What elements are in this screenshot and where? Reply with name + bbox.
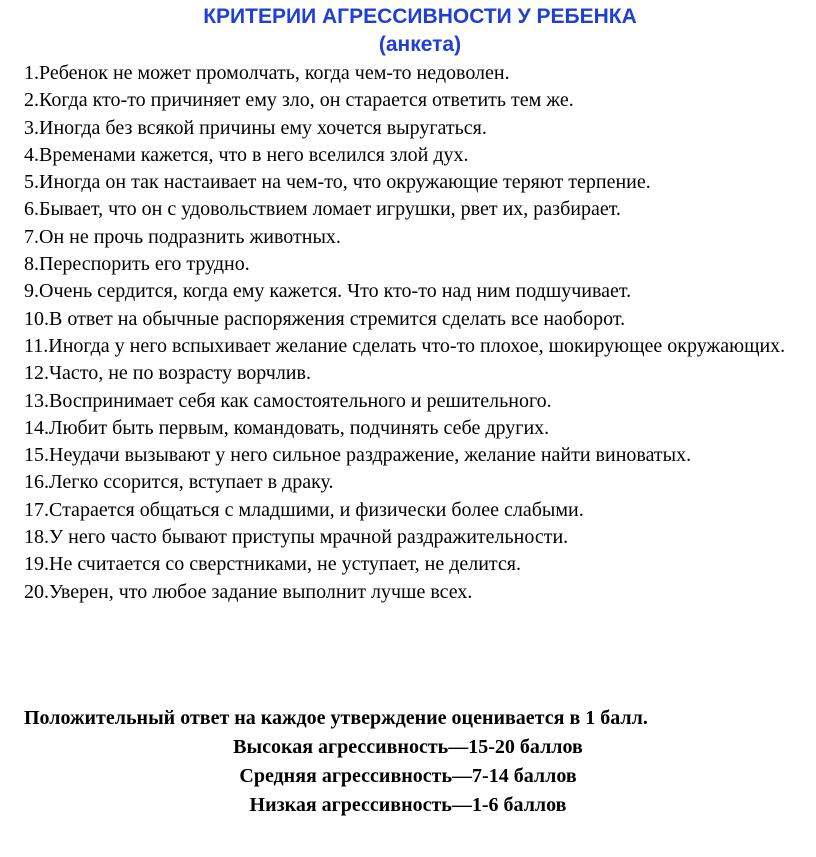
- list-item: 14.Любит быть первым, командовать, подчинять себе других.: [24, 416, 550, 439]
- score-high: Высокая агрессивность—15-20 баллов: [233, 736, 583, 758]
- list-item: 17.Старается общаться с младшими, и физически более слабыми.: [24, 498, 584, 521]
- list-item: 9.Очень сердится, когда ему кажется. Что кто-то над ним подшучивает.: [24, 280, 632, 303]
- list-item: 6.Бывает, что он с удовольствием ломает игрушки, рвет их, разбирает.: [24, 198, 621, 221]
- list-item: 1.Ребенок не может промолчать, когда чем-то недоволен.: [24, 62, 510, 84]
- list-item: 7.Он не прочь подразнить животных.: [24, 225, 341, 248]
- list-item: 13.Воспринимает себя как самостоятельного и решительного.: [24, 389, 552, 412]
- score-low: Низкая агрессивность—1-6 баллов: [249, 794, 567, 816]
- list-item: 5.Иногда он так настаивает на чем-то, что окружающие теряют терпение.: [24, 171, 651, 194]
- list-item: 4.Временами кажется, что в него вселился злой дух.: [24, 143, 469, 166]
- scoring-rule: Положительный ответ на каждое утверждение оценивается в 1 балл.: [24, 707, 648, 729]
- list-item: 20.Уверен, что любое задание выполнит лучше всех.: [24, 580, 473, 603]
- list-item: 18.У него часто бывают приступы мрачной раздражительности.: [24, 526, 569, 549]
- list-item: 2.Когда кто-то причиняет ему зло, он старается ответить тем же.: [24, 89, 574, 112]
- list-item: 3.Иногда без всякой причины ему хочется выругаться.: [24, 116, 487, 139]
- list-item: 16.Легко ссорится, вступает в драку.: [24, 471, 334, 494]
- list-item: 12.Часто, не по возрасту ворчлив.: [24, 362, 311, 385]
- list-item: 19.Не считается со сверстниками, не уступает, не делится.: [24, 553, 521, 576]
- list-item: 8.Переспорить его трудно.: [24, 253, 250, 276]
- list-item: 11.Иногда у него вспыхивает желание сделать что-то плохое, шокирующее окружающих.: [24, 334, 786, 357]
- score-medium: Средняя агрессивность—7-14 баллов: [239, 765, 577, 787]
- document-subtitle: (анкета): [378, 33, 462, 56]
- scoring-section: [0, 704, 816, 820]
- list-item: 10.В ответ на обычные распоряжения стремится сделать все наоборот.: [24, 307, 626, 330]
- list-item: 15.Неудачи вызывают у него сильное раздражение, желание найти виноватых.: [24, 444, 692, 467]
- questionnaire-list: [24, 60, 814, 606]
- document-title: КРИТЕРИИ АГРЕССИВНОСТИ У РЕБЕНКА: [203, 5, 637, 28]
